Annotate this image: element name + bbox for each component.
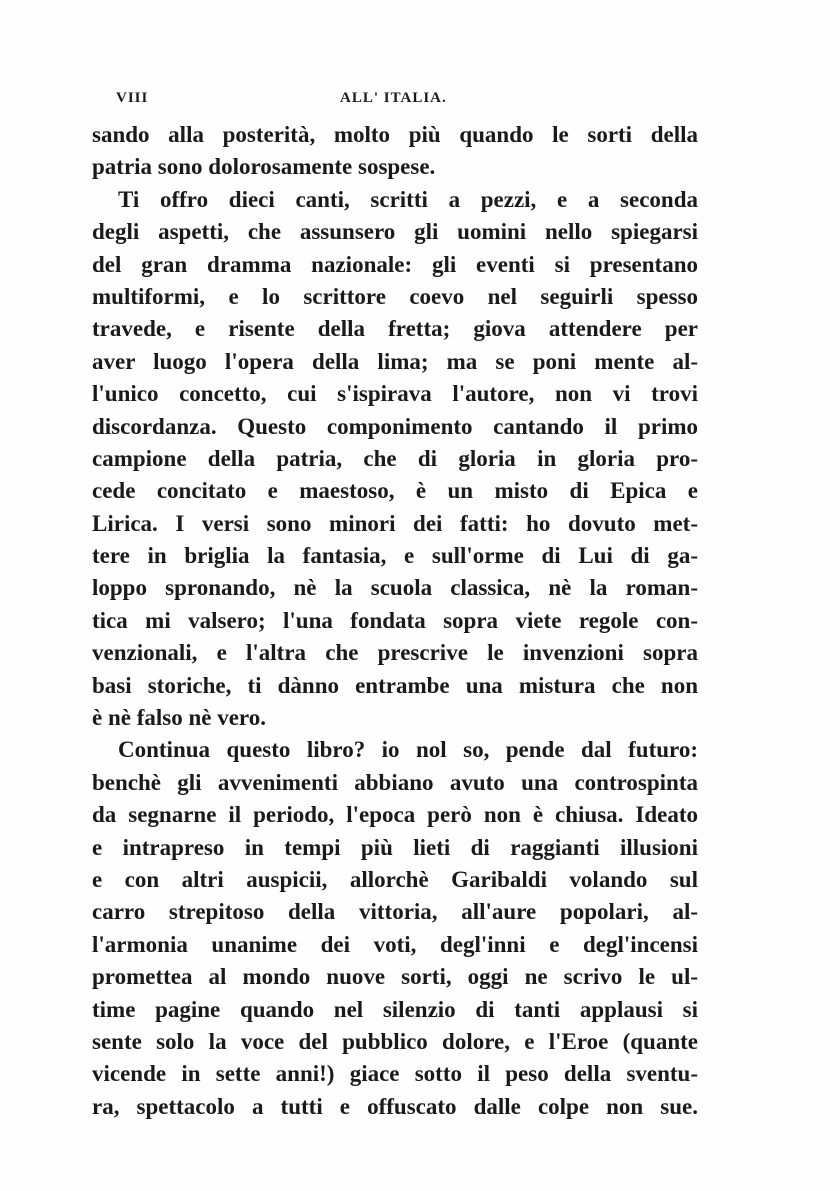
text-line: benchè gli avvenimenti abbiano avuto una controspinta <box>92 769 698 795</box>
text-line: aver luogo l'opera della lima; ma se poni mente al- <box>92 348 698 374</box>
text-line: Lirica. I versi sono minori dei fatti: ho dovuto met- <box>92 510 698 536</box>
text-line: del gran dramma nazionale: gli eventi si presentano <box>92 251 698 277</box>
text-line: tica mi valsero; l'una fondata sopra viete regole con- <box>92 607 698 633</box>
text-line: time pagine quando nel silenzio di tanti applausi si <box>92 996 698 1022</box>
text-line: basi storiche, ti dànno entrambe una mistura che non <box>92 672 698 698</box>
text-line: promettea al mondo nuove sorti, oggi ne scrivo le ul- <box>92 964 698 990</box>
text-line: venzionali, e l'altra che prescrive le invenzioni sopra <box>92 640 698 666</box>
text-line: e con altri auspicii, allorchè Garibaldi volando sul <box>92 866 698 892</box>
text-line: loppo spronando, nè la scuola classica, nè la roman- <box>92 575 698 601</box>
page-number: VIII <box>116 90 149 106</box>
text-line: ra, spettacolo a tutti e offuscato dalle colpe non sue. <box>92 1093 698 1119</box>
paragraph <box>92 734 698 1123</box>
text-line: cede concitato e maestoso, è un misto di Epica e <box>92 478 698 504</box>
text-line: l'armonia unanime dei voti, degl'inni e degl'incensi <box>92 931 698 957</box>
text-line: multiformi, e lo scrittore coevo nel seguirli spesso <box>92 283 698 309</box>
text-line: carro strepitoso della vittoria, all'aure popolari, al- <box>92 899 698 925</box>
text-line: sente solo la voce del pubblico dolore, e l'Eroe (quante <box>92 1028 698 1054</box>
text-line: tere in briglia la fantasia, e sull'orme di Lui di ga- <box>92 543 698 569</box>
running-title: ALL' ITALIA. <box>340 90 447 106</box>
text-line: patria sono dolorosamente sospese. <box>92 154 436 180</box>
text-line: vicende in sette anni!) giace sotto il peso della sventu- <box>92 1061 698 1087</box>
text-line: sando alla posterità, molto più quando le sorti della <box>92 122 698 147</box>
text-line: da segnarne il periodo, l'epoca però non è chiusa. Ideato <box>92 802 698 828</box>
text-line: Continua questo libro? io nol so, pende dal futuro: <box>118 737 698 763</box>
paragraph <box>92 119 698 184</box>
body-text <box>92 119 698 1123</box>
text-line: e intrapreso in tempi più lieti di raggianti illusioni <box>92 834 698 860</box>
text-line: è nè falso nè vero. <box>92 705 266 731</box>
text-line: degli aspetti, che assunsero gli uomini nello spiegarsi <box>92 219 698 245</box>
running-head <box>94 90 700 114</box>
text-line: l'unico concetto, cui s'ispirava l'autore, non vi trovi <box>92 381 698 407</box>
text-line: travede, e risente della fretta; giova attendere per <box>92 316 698 342</box>
text-line: campione della patria, che di gloria in gloria pro- <box>92 445 698 471</box>
text-line: Ti offro dieci canti, scritti a pezzi, e a seconda <box>118 186 698 212</box>
paragraph <box>92 184 698 735</box>
text-line: discordanza. Questo componimento cantando il primo <box>92 413 698 439</box>
